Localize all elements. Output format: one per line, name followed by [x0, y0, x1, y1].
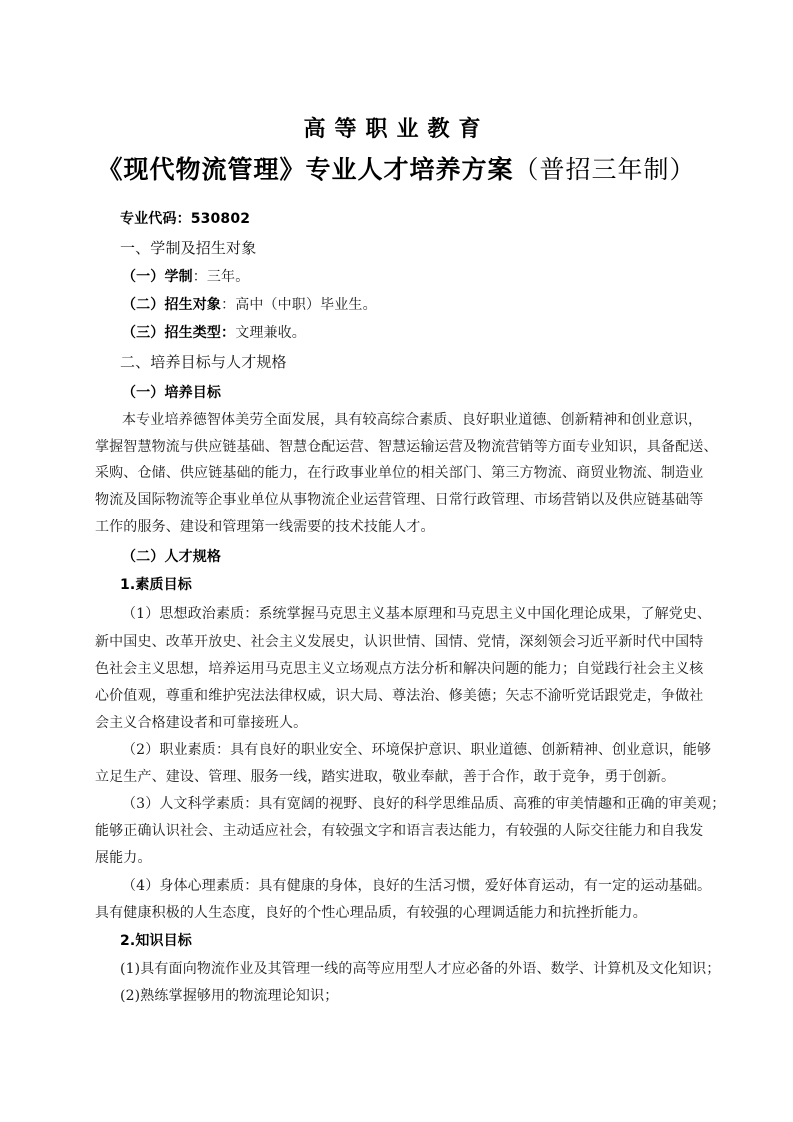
text-line: （1）思想政治素质：系统掌握马克思主义基本原理和马克思主义中国化理论成果，了解党史、: [122, 606, 712, 622]
text-line: （3）人文科学素质：具有宽阔的视野、良好的科学思维品质、高雅的审美情趣和正确的审美观；: [122, 796, 726, 812]
major-code-label: 专业代码：: [120, 211, 191, 227]
knowledge-item-1: (1)具有面向物流作业及其管理一线的高等应用型人才应必备的外语、数学、计算机及文化知识；: [120, 961, 721, 977]
text-line: 采购、仓储、供应链基础的能力，在行政事业单位的相关部门、第三方物流、商贸业物流、制造业: [95, 465, 704, 481]
item-label: （三）招生类型：: [122, 325, 236, 341]
text-line: 本专业培养德智体美劳全面发展，具有较高综合素质、良好职业道德、创新精神和创业意识，: [122, 412, 703, 428]
item-label: （二）招生对象: [122, 297, 222, 313]
text-line: （2）职业素质：具有良好的职业安全、环境保护意识、职业道德、创新精神、创业意识，能够: [122, 742, 712, 758]
text-line: 展能力。: [95, 850, 152, 866]
text-line: 色社会主义思想，培养运用马克思主义立场观点方法分析和解决问题的能力；自觉践行社会主义核: [95, 661, 704, 677]
subsection-heading-goals: （一）培养目标: [122, 385, 222, 401]
item-label: （一）学制: [122, 269, 193, 285]
text-line: 心价值观，尊重和维护宪法法律权威，识大局、尊法治、修美德；矢志不渝听党话跟党走，争做社: [95, 688, 704, 704]
item-enrollment-target: （二）招生对象：高中（中职）毕业生。: [122, 297, 377, 313]
title-program: 现代物流管理: [123, 155, 280, 184]
title-suffix: 专业人才培养方案: [305, 155, 514, 184]
section-heading-1: 一、学制及招生对象: [120, 239, 257, 257]
item-value: 文理兼收。: [235, 325, 306, 341]
item-duration: （一）学制：三年。: [122, 269, 250, 285]
text-line: 立足生产、建设、管理、服务一线，踏实进取，敬业奉献，善于合作，敢于竞争，勇于创新。: [95, 769, 676, 785]
header-title: 高等职业教育: [303, 117, 490, 142]
title-paren-note: （普招三年制）: [513, 155, 696, 184]
group-heading-knowledge: 2.知识目标: [120, 933, 192, 949]
text-line: 能够正确认识社会、主动适应社会，有较强文字和语言表达能力，有较强的人际交往能力和自我发: [95, 823, 704, 839]
text-line: （4）身体心理素质：具有健康的身体，良好的生活习惯，爱好体育运动，有一定的运动基础。: [122, 878, 712, 894]
group-heading-quality: 1.素质目标: [120, 577, 192, 593]
text-line: 物流及国际物流等企事业单位从事物流企业运营管理、日常行政管理、市场营销以及供应链基础等: [95, 492, 704, 508]
text-line: 会主义合格建设者和可靠接班人。: [95, 715, 308, 731]
title-book-close: 》: [279, 155, 306, 184]
knowledge-item-2: (2)熟练掌握够用的物流理论知识；: [120, 988, 339, 1004]
main-title: [0, 150, 793, 186]
major-code-value: 530802: [190, 211, 251, 227]
text-line: 新中国史、改革开放史、社会主义发展史，认识世情、国情、党情，深刻领会习近平新时代中国特: [95, 634, 704, 650]
item-value: 三年。: [206, 269, 250, 285]
subsection-heading-specs: （二）人才规格: [122, 549, 222, 565]
text-line: 掌握智慧物流与供应链基础、智慧仓配运营、智慧运输运营及物流营销等方面专业知识，具备配送、: [95, 439, 718, 455]
title-book-open: 《: [97, 155, 124, 184]
text-line: 具有健康积极的人生态度，良好的个性心理品质，有较强的心理调适能力和抗挫折能力。: [95, 905, 647, 921]
section-heading-2: 二、培养目标与人才规格: [120, 353, 287, 371]
item-enrollment-type: [122, 324, 306, 342]
text-line: 工作的服务、建设和管理第一线需要的技术技能人才。: [95, 519, 435, 535]
major-code: [120, 210, 250, 228]
item-value: 高中（中职）毕业生。: [235, 297, 377, 313]
